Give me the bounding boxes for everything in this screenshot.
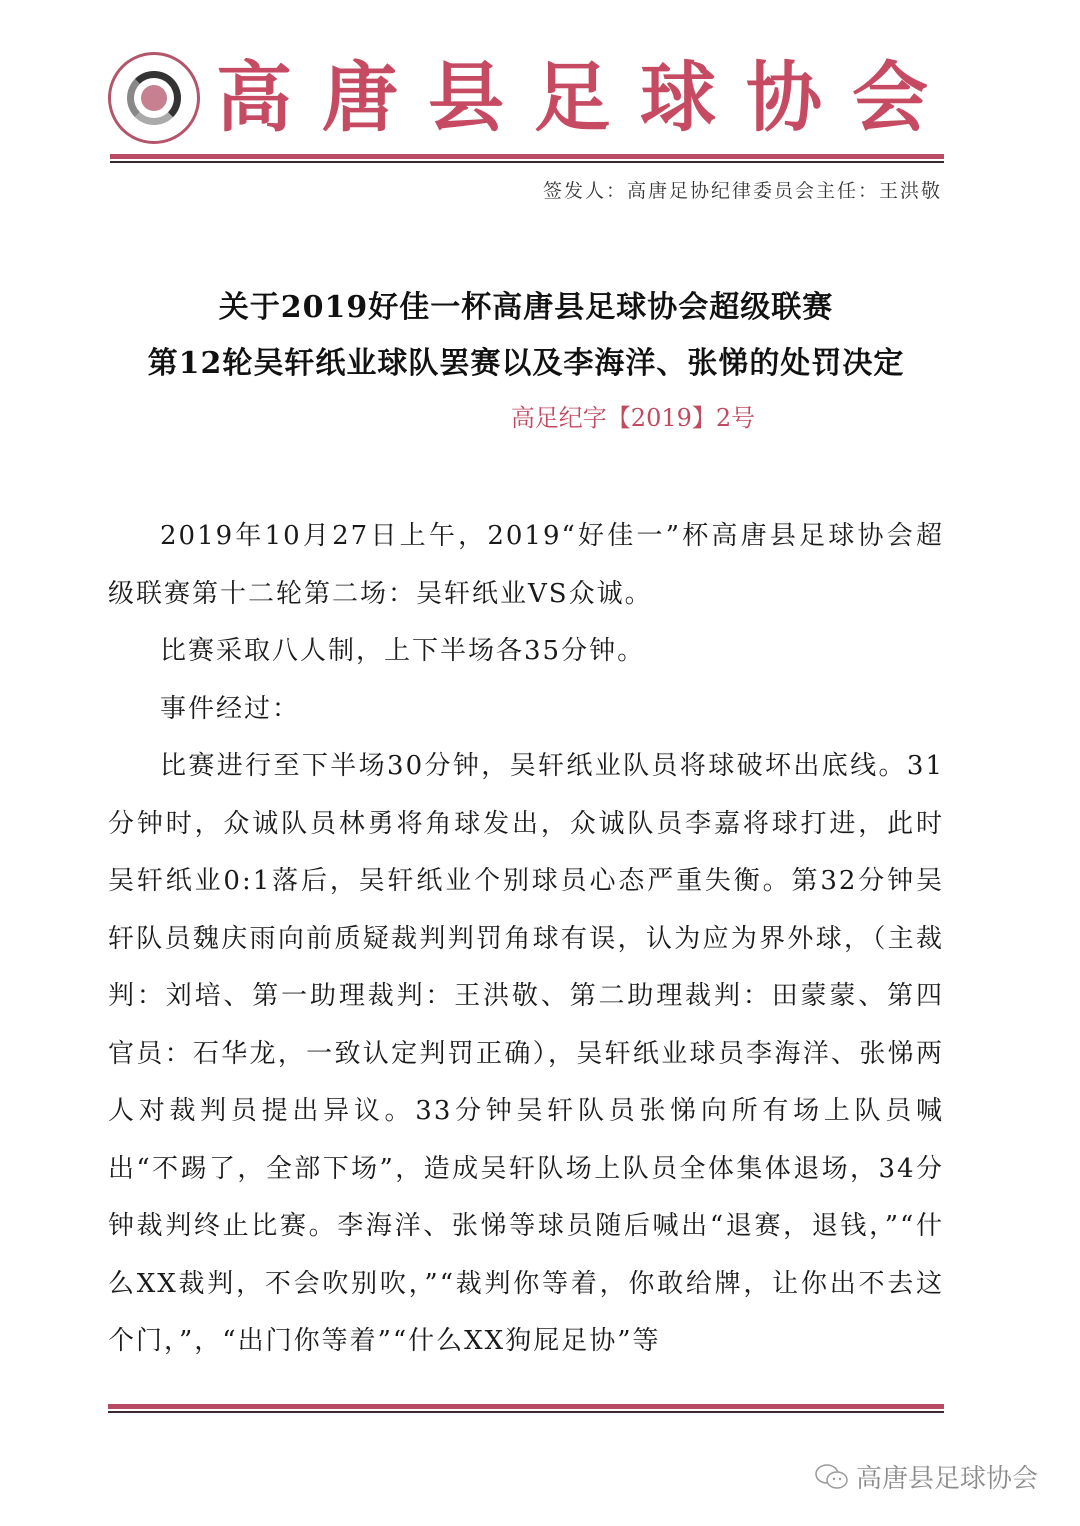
header-divider [110, 154, 944, 163]
document-title-line-1: 关于2019好佳一杯高唐县足球协会超级联赛 [218, 290, 834, 325]
association-logo-icon [108, 52, 200, 144]
organization-name: 高唐县足球协会 [216, 53, 958, 142]
paragraph-events-heading: 事件经过： [160, 693, 301, 724]
logo-ball [141, 85, 167, 111]
footer-divider [108, 1404, 944, 1413]
paragraph-match-info: 2019年10月27日上午，2019“好佳一”杯高唐县足球协会超级联赛第十二轮第二场：吴轩纸业VS众诚。 [108, 521, 944, 609]
watermark-text: 高唐县足球协会 [856, 1464, 1039, 1494]
letterhead [108, 48, 958, 158]
document-body [108, 508, 944, 1371]
paragraph-events-detail: 比赛进行至下半场30分钟，吴轩纸业队员将球破坏出底线。31分钟时，众诚队员林勇将角球发出，众诚队员李嘉将球打进，此时吴轩纸业0:1落后，吴轩纸业个别球员心态严重失衡。第32分钟吴轩队员魏庆雨向前质疑裁判判罚角球有误，认为应为界外球，（主裁判：刘培、第一助理裁判：王洪敬、第二助理裁判：田蒙蒙、第四官员：石华龙，一致认定判罚正确），吴轩纸业球员李海洋、张悌两人对裁判员提出异议。33分钟吴轩队员张悌向所有场上队员喊出“不踢了，全部下场”，造成吴轩队场上队员全体集体退场，34分钟裁判终止比赛。李海洋、张悌等球员随后喊出“退赛，退钱，”“什么XX裁判，不会吹别吹，”“裁判你等着，你敢给牌，让你出不去这个门，”，“出门你等着”“什么XX狗屁足协”等 [108, 751, 944, 1356]
wechat-icon [814, 1463, 850, 1491]
paragraph-format: 比赛采取八人制，上下半场各35分钟。 [160, 636, 646, 666]
wechat-watermark [814, 1458, 1038, 1495]
document-title-line-2: 第12轮吴轩纸业球队罢赛以及李海洋、张悌的处罚决定 [147, 346, 905, 381]
signer-line: 签发人：高唐足协纪律委员会主任：王洪敬 [542, 180, 942, 202]
document-number: 高足纪字【2019】2号 [510, 404, 756, 432]
